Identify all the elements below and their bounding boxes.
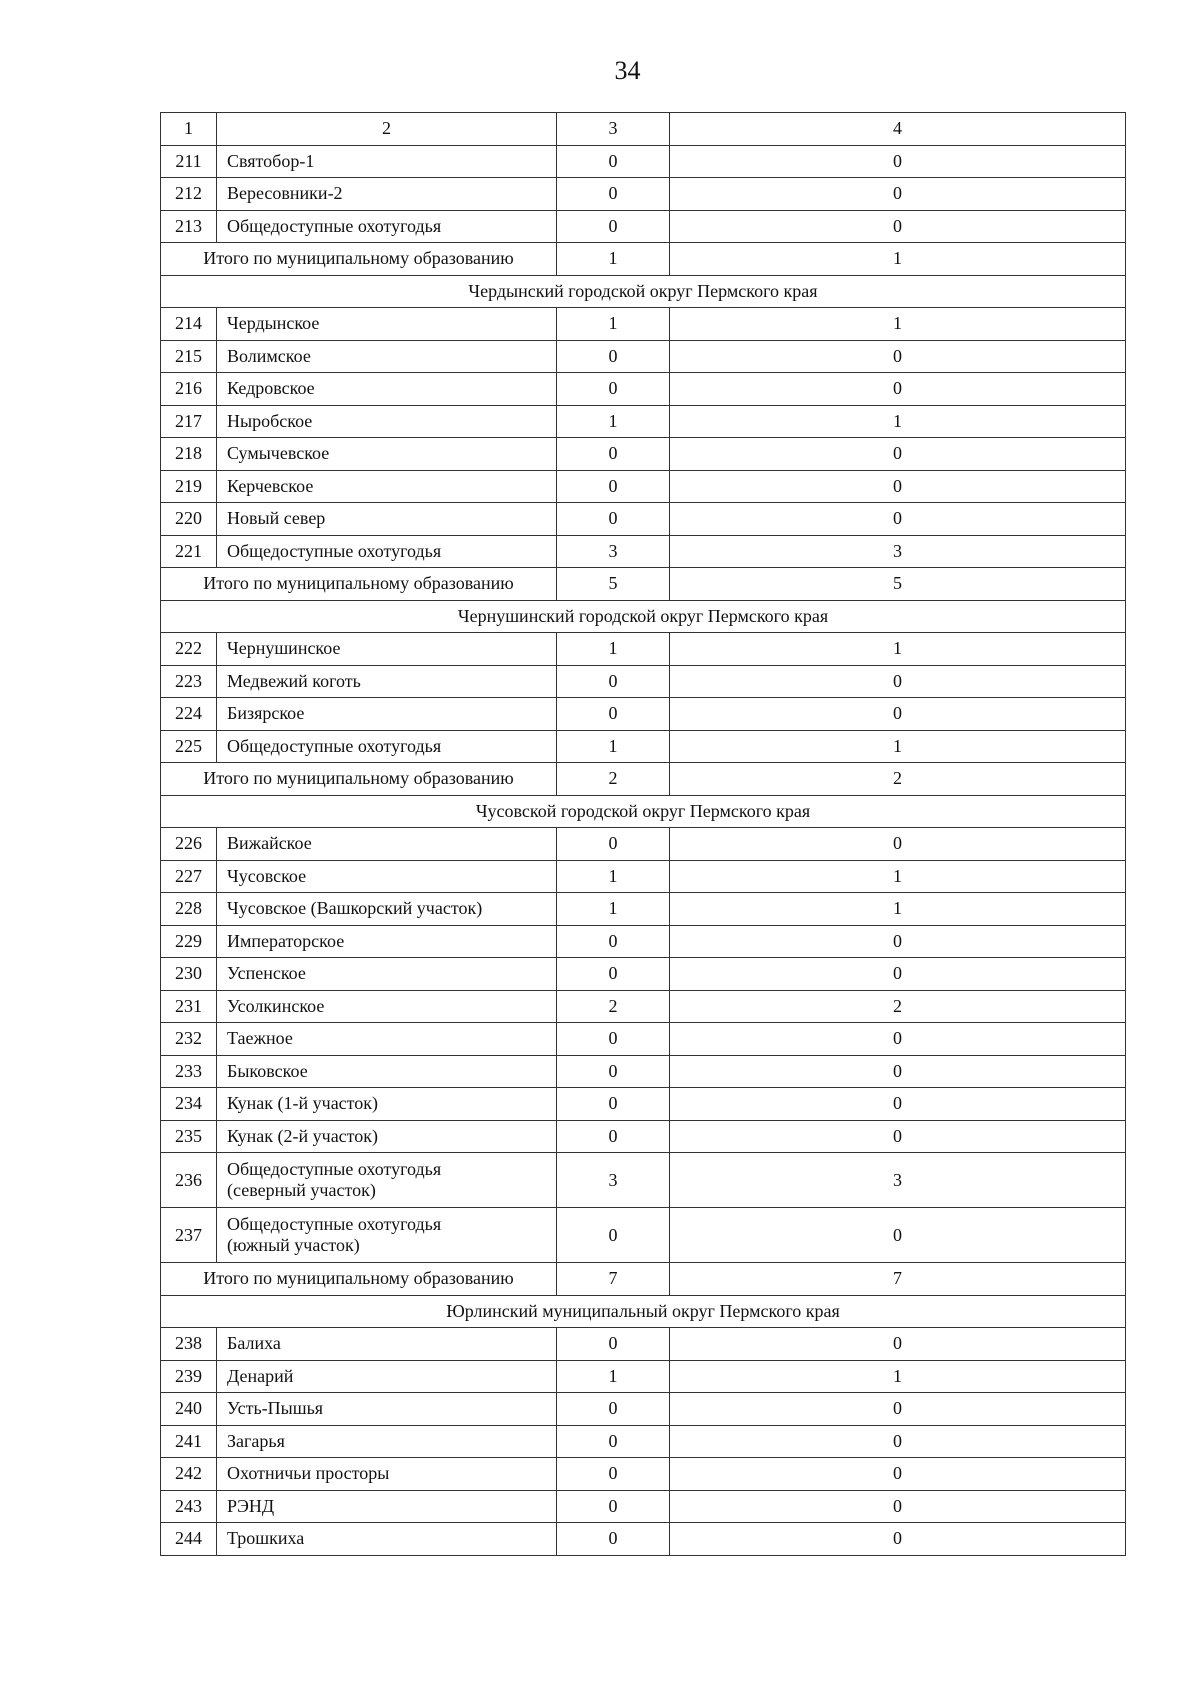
column-4-value: 0 bbox=[670, 1055, 1126, 1088]
column-3-value: 0 bbox=[557, 145, 670, 178]
hunting-ground-name bbox=[217, 990, 557, 1023]
row-number: 234 bbox=[161, 1088, 217, 1121]
column-3-value: 0 bbox=[557, 470, 670, 503]
hunting-ground-name bbox=[217, 405, 557, 438]
hunting-ground-name-line: Общедоступные охотугодья bbox=[227, 215, 442, 236]
column-3-value: 0 bbox=[557, 178, 670, 211]
column-3-value: 0 bbox=[557, 373, 670, 406]
section-header-row bbox=[161, 1295, 1126, 1328]
column-4-value: 0 bbox=[670, 1088, 1126, 1121]
table-row bbox=[161, 178, 1126, 211]
row-number: 226 bbox=[161, 828, 217, 861]
row-number: 222 bbox=[161, 633, 217, 666]
row-number: 230 bbox=[161, 958, 217, 991]
hunting-ground-name-line: Усть-Пышья bbox=[227, 1398, 324, 1419]
total-column-3: 7 bbox=[557, 1263, 670, 1296]
header-col-3: 3 bbox=[557, 113, 670, 146]
table-row bbox=[161, 1208, 1126, 1263]
column-4-value: 0 bbox=[670, 210, 1126, 243]
row-number: 211 bbox=[161, 145, 217, 178]
column-4-value: 0 bbox=[670, 1458, 1126, 1491]
municipality-title: Юрлинский муниципальный округ Пермского края bbox=[161, 1295, 1126, 1328]
hunting-ground-name-line: Кунак (2-й участок) bbox=[227, 1125, 379, 1146]
table-header-row bbox=[161, 113, 1126, 146]
hunting-ground-name bbox=[217, 373, 557, 406]
column-4-value: 0 bbox=[670, 178, 1126, 211]
column-3-value: 1 bbox=[557, 405, 670, 438]
hunting-ground-name bbox=[217, 633, 557, 666]
hunting-ground-name bbox=[217, 308, 557, 341]
total-label: Итого по муниципальному образованию bbox=[161, 763, 557, 796]
hunting-ground-name bbox=[217, 1120, 557, 1153]
column-3-value: 1 bbox=[557, 893, 670, 926]
table-row bbox=[161, 210, 1126, 243]
table-row bbox=[161, 1088, 1126, 1121]
total-column-4: 1 bbox=[670, 243, 1126, 276]
column-3-value: 0 bbox=[557, 438, 670, 471]
total-column-4: 2 bbox=[670, 763, 1126, 796]
row-number: 212 bbox=[161, 178, 217, 211]
row-number: 217 bbox=[161, 405, 217, 438]
hunting-ground-name bbox=[217, 1088, 557, 1121]
hunting-ground-name-line: Бизярское bbox=[227, 703, 305, 724]
column-3-value: 0 bbox=[557, 1055, 670, 1088]
hunting-ground-name-line: Сумычевское bbox=[227, 443, 330, 464]
table-row bbox=[161, 1153, 1126, 1208]
column-3-value: 0 bbox=[557, 1088, 670, 1121]
hunting-ground-name-line: Керчевское bbox=[227, 475, 314, 496]
table-row bbox=[161, 665, 1126, 698]
hunting-ground-name bbox=[217, 1328, 557, 1361]
column-4-value: 2 bbox=[670, 990, 1126, 1023]
row-number: 214 bbox=[161, 308, 217, 341]
table-row bbox=[161, 470, 1126, 503]
table-row bbox=[161, 373, 1126, 406]
hunting-ground-name-line: Денарий bbox=[227, 1365, 294, 1386]
column-3-value: 1 bbox=[557, 860, 670, 893]
column-3-value: 0 bbox=[557, 698, 670, 731]
column-3-value: 0 bbox=[557, 1393, 670, 1426]
row-number: 244 bbox=[161, 1523, 217, 1556]
column-3-value: 0 bbox=[557, 665, 670, 698]
column-4-value: 1 bbox=[670, 860, 1126, 893]
hunting-ground-name-line: Святобор-1 bbox=[227, 150, 315, 171]
hunting-ground-name bbox=[217, 1023, 557, 1056]
hunting-ground-name bbox=[217, 1208, 557, 1263]
table-body bbox=[161, 113, 1126, 1556]
column-3-value: 1 bbox=[557, 1360, 670, 1393]
column-4-value: 0 bbox=[670, 503, 1126, 536]
hunting-ground-name-line: Ныробское bbox=[227, 410, 313, 431]
column-3-value: 0 bbox=[557, 1425, 670, 1458]
row-number: 219 bbox=[161, 470, 217, 503]
section-header-row bbox=[161, 600, 1126, 633]
table-row bbox=[161, 1055, 1126, 1088]
hunting-ground-name-line: Усолкинское bbox=[227, 995, 325, 1016]
row-number: 228 bbox=[161, 893, 217, 926]
column-4-value: 3 bbox=[670, 535, 1126, 568]
row-number: 216 bbox=[161, 373, 217, 406]
total-column-3: 5 bbox=[557, 568, 670, 601]
total-label: Итого по муниципальному образованию bbox=[161, 568, 557, 601]
column-4-value: 0 bbox=[670, 470, 1126, 503]
column-4-value: 3 bbox=[670, 1153, 1126, 1208]
row-number: 227 bbox=[161, 860, 217, 893]
column-3-value: 0 bbox=[557, 828, 670, 861]
total-column-4: 5 bbox=[670, 568, 1126, 601]
table-row bbox=[161, 1425, 1126, 1458]
total-label: Итого по муниципальному образованию bbox=[161, 1263, 557, 1296]
hunting-ground-name-line: Таежное bbox=[227, 1028, 293, 1049]
column-3-value: 0 bbox=[557, 1023, 670, 1056]
column-4-value: 0 bbox=[670, 665, 1126, 698]
table-row bbox=[161, 633, 1126, 666]
column-4-value: 1 bbox=[670, 893, 1126, 926]
column-3-value: 1 bbox=[557, 730, 670, 763]
hunting-ground-name-line: РЭНД bbox=[227, 1495, 275, 1516]
table-row bbox=[161, 438, 1126, 471]
hunting-ground-name-line: Кунак (1-й участок) bbox=[227, 1093, 379, 1114]
hunting-ground-name-line: Охотничьи просторы bbox=[227, 1463, 390, 1484]
hunting-ground-name bbox=[217, 1055, 557, 1088]
column-4-value: 1 bbox=[670, 1360, 1126, 1393]
hunting-ground-name-line: Успенское bbox=[227, 963, 306, 984]
hunting-ground-name-line: Новый север bbox=[227, 508, 326, 529]
column-4-value: 0 bbox=[670, 1425, 1126, 1458]
hunting-ground-name-line: Чусовское (Вашкорский участок) bbox=[227, 898, 483, 919]
hunting-ground-name bbox=[217, 1153, 557, 1208]
row-number: 224 bbox=[161, 698, 217, 731]
hunting-ground-name bbox=[217, 1458, 557, 1491]
header-col-4: 4 bbox=[670, 113, 1126, 146]
table-row bbox=[161, 1458, 1126, 1491]
table-row bbox=[161, 1523, 1126, 1556]
column-3-value: 2 bbox=[557, 990, 670, 1023]
column-4-value: 0 bbox=[670, 1328, 1126, 1361]
row-number: 243 bbox=[161, 1490, 217, 1523]
column-4-value: 0 bbox=[670, 373, 1126, 406]
column-3-value: 0 bbox=[557, 503, 670, 536]
row-number: 215 bbox=[161, 340, 217, 373]
column-3-value: 0 bbox=[557, 210, 670, 243]
hunting-ground-name-line: Императорское bbox=[227, 930, 345, 951]
row-number: 231 bbox=[161, 990, 217, 1023]
table-row bbox=[161, 893, 1126, 926]
column-4-value: 1 bbox=[670, 308, 1126, 341]
column-4-value: 1 bbox=[670, 633, 1126, 666]
row-number: 229 bbox=[161, 925, 217, 958]
table-row bbox=[161, 340, 1126, 373]
table-row bbox=[161, 1328, 1126, 1361]
row-number: 235 bbox=[161, 1120, 217, 1153]
column-4-value: 0 bbox=[670, 340, 1126, 373]
row-number: 218 bbox=[161, 438, 217, 471]
header-col-1: 1 bbox=[161, 113, 217, 146]
total-column-4: 7 bbox=[670, 1263, 1126, 1296]
hunting-ground-name-line: Кедровское bbox=[227, 378, 315, 399]
column-4-value: 0 bbox=[670, 1523, 1126, 1556]
row-number: 223 bbox=[161, 665, 217, 698]
column-4-value: 0 bbox=[670, 1208, 1126, 1263]
column-4-value: 0 bbox=[670, 1490, 1126, 1523]
table-row bbox=[161, 698, 1126, 731]
column-3-value: 0 bbox=[557, 925, 670, 958]
total-row bbox=[161, 243, 1126, 276]
hunting-ground-name-line: Загарья bbox=[227, 1430, 285, 1451]
column-4-value: 0 bbox=[670, 1393, 1126, 1426]
hunting-ground-name-line: Вересовники-2 bbox=[227, 183, 343, 204]
column-4-value: 0 bbox=[670, 1023, 1126, 1056]
hunting-ground-name-line: Волимское bbox=[227, 345, 311, 366]
hunting-ground-name bbox=[217, 1523, 557, 1556]
column-4-value: 0 bbox=[670, 698, 1126, 731]
row-number: 241 bbox=[161, 1425, 217, 1458]
hunting-ground-name-line: (южный участок) bbox=[227, 1235, 360, 1255]
column-3-value: 1 bbox=[557, 308, 670, 341]
row-number: 221 bbox=[161, 535, 217, 568]
hunting-ground-name-line: Общедоступные охотугодья bbox=[227, 1159, 442, 1179]
column-3-value: 1 bbox=[557, 633, 670, 666]
column-3-value: 0 bbox=[557, 1208, 670, 1263]
municipality-title: Чусовской городской округ Пермского края bbox=[161, 795, 1126, 828]
hunting-ground-name bbox=[217, 958, 557, 991]
hunting-ground-name bbox=[217, 1490, 557, 1523]
total-row bbox=[161, 568, 1126, 601]
hunting-ground-name bbox=[217, 1360, 557, 1393]
hunting-ground-name-line: Чернушинское bbox=[227, 638, 341, 659]
table-row bbox=[161, 535, 1126, 568]
table-row bbox=[161, 405, 1126, 438]
hunting-ground-name-line: Общедоступные охотугодья bbox=[227, 735, 442, 756]
row-number: 242 bbox=[161, 1458, 217, 1491]
total-row bbox=[161, 763, 1126, 796]
column-3-value: 3 bbox=[557, 535, 670, 568]
row-number: 213 bbox=[161, 210, 217, 243]
table-row bbox=[161, 990, 1126, 1023]
table-row bbox=[161, 1360, 1126, 1393]
hunting-ground-name bbox=[217, 1425, 557, 1458]
total-label: Итого по муниципальному образованию bbox=[161, 243, 557, 276]
hunting-ground-name bbox=[217, 438, 557, 471]
hunting-grounds-table bbox=[160, 112, 1126, 1556]
hunting-ground-name bbox=[217, 925, 557, 958]
hunting-ground-name-line: Чердынское bbox=[227, 313, 320, 334]
hunting-ground-name-line: Общедоступные охотугодья bbox=[227, 1214, 442, 1234]
column-4-value: 1 bbox=[670, 405, 1126, 438]
table-row bbox=[161, 958, 1126, 991]
column-4-value: 0 bbox=[670, 145, 1126, 178]
row-number: 237 bbox=[161, 1208, 217, 1263]
hunting-ground-name-line: Вижайское bbox=[227, 833, 312, 854]
row-number: 236 bbox=[161, 1153, 217, 1208]
column-4-value: 0 bbox=[670, 925, 1126, 958]
table-row bbox=[161, 308, 1126, 341]
hunting-ground-name bbox=[217, 698, 557, 731]
column-3-value: 0 bbox=[557, 1120, 670, 1153]
column-3-value: 0 bbox=[557, 340, 670, 373]
hunting-ground-name-line: Медвежий коготь bbox=[227, 670, 361, 691]
hunting-ground-name bbox=[217, 145, 557, 178]
row-number: 220 bbox=[161, 503, 217, 536]
table-row bbox=[161, 730, 1126, 763]
column-3-value: 0 bbox=[557, 1523, 670, 1556]
hunting-ground-name bbox=[217, 178, 557, 211]
table-row bbox=[161, 503, 1126, 536]
table-row bbox=[161, 860, 1126, 893]
hunting-ground-name-line: Общедоступные охотугодья bbox=[227, 540, 442, 561]
total-column-3: 1 bbox=[557, 243, 670, 276]
row-number: 232 bbox=[161, 1023, 217, 1056]
hunting-ground-name-line: Трошкиха bbox=[227, 1528, 305, 1549]
table-row bbox=[161, 145, 1126, 178]
hunting-ground-name bbox=[217, 503, 557, 536]
hunting-ground-name-line: Быковское bbox=[227, 1060, 308, 1081]
column-3-value: 0 bbox=[557, 958, 670, 991]
header-col-2: 2 bbox=[217, 113, 557, 146]
column-4-value: 0 bbox=[670, 1120, 1126, 1153]
column-4-value: 0 bbox=[670, 828, 1126, 861]
row-number: 240 bbox=[161, 1393, 217, 1426]
hunting-ground-name-line: (северный участок) bbox=[227, 1180, 376, 1200]
section-header-row bbox=[161, 275, 1126, 308]
total-column-3: 2 bbox=[557, 763, 670, 796]
hunting-ground-name bbox=[217, 828, 557, 861]
row-number: 225 bbox=[161, 730, 217, 763]
hunting-ground-name bbox=[217, 470, 557, 503]
row-number: 239 bbox=[161, 1360, 217, 1393]
column-3-value: 3 bbox=[557, 1153, 670, 1208]
hunting-ground-name-line: Балиха bbox=[227, 1333, 281, 1354]
municipality-title: Чернушинский городской округ Пермского края bbox=[161, 600, 1126, 633]
hunting-ground-name bbox=[217, 535, 557, 568]
section-header-row bbox=[161, 795, 1126, 828]
municipality-title: Чердынский городской округ Пермского края bbox=[161, 275, 1126, 308]
hunting-ground-name-line: Чусовское bbox=[227, 865, 307, 886]
table-row bbox=[161, 1490, 1126, 1523]
column-3-value: 0 bbox=[557, 1490, 670, 1523]
hunting-ground-name bbox=[217, 340, 557, 373]
hunting-ground-name bbox=[217, 860, 557, 893]
page-number: 34 bbox=[614, 56, 641, 85]
column-4-value: 1 bbox=[670, 730, 1126, 763]
table-row bbox=[161, 925, 1126, 958]
table-row bbox=[161, 1120, 1126, 1153]
table-row bbox=[161, 1023, 1126, 1056]
column-4-value: 0 bbox=[670, 958, 1126, 991]
hunting-ground-name bbox=[217, 1393, 557, 1426]
hunting-ground-name bbox=[217, 210, 557, 243]
row-number: 233 bbox=[161, 1055, 217, 1088]
column-4-value: 0 bbox=[670, 438, 1126, 471]
table-row bbox=[161, 1393, 1126, 1426]
column-3-value: 0 bbox=[557, 1328, 670, 1361]
total-row bbox=[161, 1263, 1126, 1296]
row-number: 238 bbox=[161, 1328, 217, 1361]
table-row bbox=[161, 828, 1126, 861]
column-3-value: 0 bbox=[557, 1458, 670, 1491]
hunting-ground-name bbox=[217, 730, 557, 763]
hunting-ground-name bbox=[217, 893, 557, 926]
hunting-ground-name bbox=[217, 665, 557, 698]
